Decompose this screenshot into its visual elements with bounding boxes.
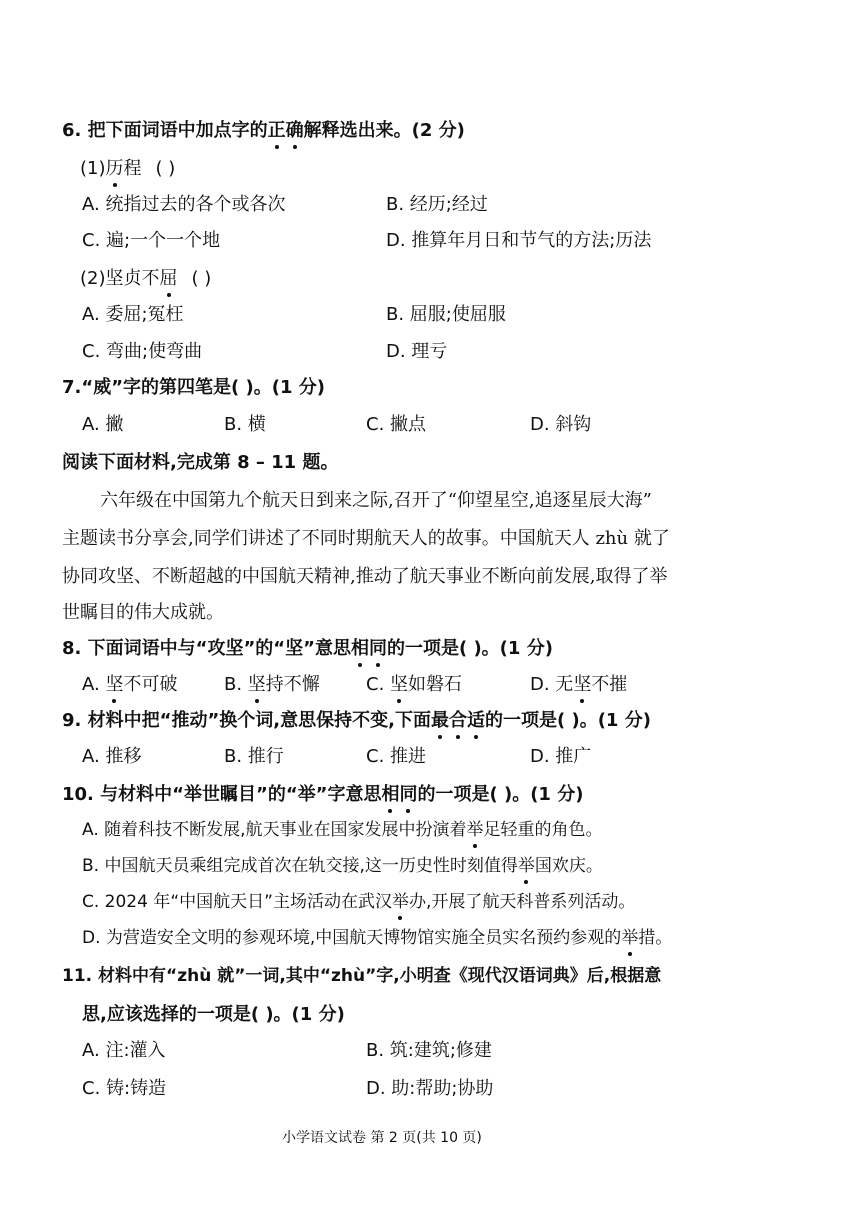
dotted-char: 坚 (247, 674, 266, 695)
q8-option-a[interactable]: A. 坚不可破 (82, 674, 178, 695)
dotted-char: 最 (430, 710, 449, 731)
q9-option-b[interactable]: B. 推行 (224, 746, 284, 767)
dotted-char: 坚 (105, 674, 124, 695)
reading-intro: 阅读下面材料,完成第 8 – 11 题。 (62, 452, 339, 473)
reading-passage-line: 主题读书分享会,同学们讲述了不同时期航天人的故事。中国航天人 zhù 就了 (62, 528, 670, 549)
q9-option-c[interactable]: C. 推进 (366, 746, 427, 767)
q11-stem-cont: 思,应该选择的一项是( )。(1 分) (82, 1004, 345, 1025)
q6-sub1-option-a[interactable]: A. 统指过去的各个或各次 (82, 194, 286, 215)
q7-option-d[interactable]: D. 斜钩 (530, 414, 592, 435)
dotted-char: 相 (350, 638, 369, 659)
q6-sub1-option-c[interactable]: C. 遍;一个一个地 (82, 230, 221, 251)
q6-sub2-option-d[interactable]: D. 理亏 (386, 341, 448, 362)
q6-sub2-option-b[interactable]: B. 屈服;使屈服 (386, 304, 506, 325)
q6-sub2-option-a[interactable]: A. 委屈;冤枉 (82, 304, 184, 325)
q6-sub1-option-b[interactable]: B. 经历;经过 (386, 194, 488, 215)
dotted-char: 举 (391, 892, 409, 912)
q10-option-c[interactable]: C. 2024 年“中国航天日”主场活动在武汉举办,开展了航天科普系列活动。 (82, 892, 636, 912)
q7-option-a[interactable]: A. 撇 (82, 414, 124, 435)
q9-option-d[interactable]: D. 推广 (530, 746, 592, 767)
dotted-char: 屈 (159, 268, 178, 289)
dotted-char: 同 (399, 784, 418, 805)
q8-option-b[interactable]: B. 坚持不懈 (224, 674, 320, 695)
dotted-char: 举 (466, 820, 484, 840)
q8-option-d[interactable]: D. 无坚不摧 (530, 674, 628, 695)
q10-option-d[interactable]: D. 为营造安全文明的参观环境,中国航天博物馆实施全员实名预约参观的举措。 (82, 928, 673, 948)
q6-sub1-stem: (1)历程 ( ) (80, 158, 176, 179)
q11-option-d[interactable]: D. 助:帮助;协助 (366, 1078, 494, 1099)
q7-option-c[interactable]: C. 撇点 (366, 414, 427, 435)
dotted-char: 坚 (390, 674, 409, 695)
answer-blank[interactable]: ( ) (191, 268, 212, 289)
q8-stem: 8. 下面词语中与“攻坚”的“坚”意思相同的一项是( )。(1 分) (62, 638, 553, 659)
q9-option-a[interactable]: A. 推移 (82, 746, 142, 767)
dotted-char: 合 (448, 710, 467, 731)
dotted-char: 举 (517, 856, 535, 876)
dotted-char: 确 (285, 120, 304, 141)
reading-passage-line: 六年级在中国第九个航天日到来之际,召开了“仰望星空,追逐星辰大海” (100, 490, 652, 511)
q11-option-c[interactable]: C. 铸:铸造 (82, 1078, 167, 1099)
answer-blank[interactable]: ( ) (155, 158, 176, 179)
dotted-char: 正 (267, 120, 286, 141)
q8-option-c[interactable]: C. 坚如磐石 (366, 674, 463, 695)
page-footer: 小学语文试卷 第 2 页(共 10 页) (282, 1130, 482, 1146)
q6-sub1-option-d[interactable]: D. 推算年月日和节气的方法;历法 (386, 230, 652, 251)
dotted-char: 同 (368, 638, 387, 659)
dotted-char: 相 (381, 784, 400, 805)
q6-sub2-stem: (2)坚贞不屈 ( ) (80, 268, 212, 289)
q11-option-a[interactable]: A. 注:灌入 (82, 1040, 166, 1061)
q6-sub2-option-c[interactable]: C. 弯曲;使弯曲 (82, 341, 203, 362)
reading-passage-line: 协同攻坚、不断超越的中国航天精神,推动了航天事业不断向前发展,取得了举 (62, 566, 668, 587)
dotted-char: 坚 (573, 674, 592, 695)
q11-option-b[interactable]: B. 筑:建筑;修建 (366, 1040, 492, 1061)
q9-stem: 9. 材料中把“推动”换个词,意思保持不变,下面最合适的一项是( )。(1 分) (62, 710, 651, 731)
q11-stem: 11. 材料中有“zhù 就”一词,其中“zhù”字,小明查《现代汉语词典》后,根据意 (62, 966, 662, 986)
q10-option-a[interactable]: A. 随着科技不断发展,航天事业在国家发展中扮演着举足轻重的角色。 (82, 820, 603, 840)
reading-passage-line: 世瞩目的伟大成就。 (62, 602, 224, 623)
dotted-char: 适 (466, 710, 485, 731)
q6-stem: 6. 把下面词语中加点字的正确解释选出来。(2 分) (62, 120, 465, 141)
q7-option-b[interactable]: B. 横 (224, 414, 266, 435)
q7-stem: 7.“威”字的第四笔是( )。(1 分) (62, 377, 325, 398)
q10-option-b[interactable]: B. 中国航天员乘组完成首次在轨交接,这一历史性时刻值得举国欢庆。 (82, 856, 603, 876)
dotted-char: 历 (105, 158, 124, 179)
q10-stem: 10. 与材料中“举世瞩目”的“举”字意思相同的一项是( )。(1 分) (62, 784, 584, 805)
dotted-char: 举 (621, 928, 639, 948)
